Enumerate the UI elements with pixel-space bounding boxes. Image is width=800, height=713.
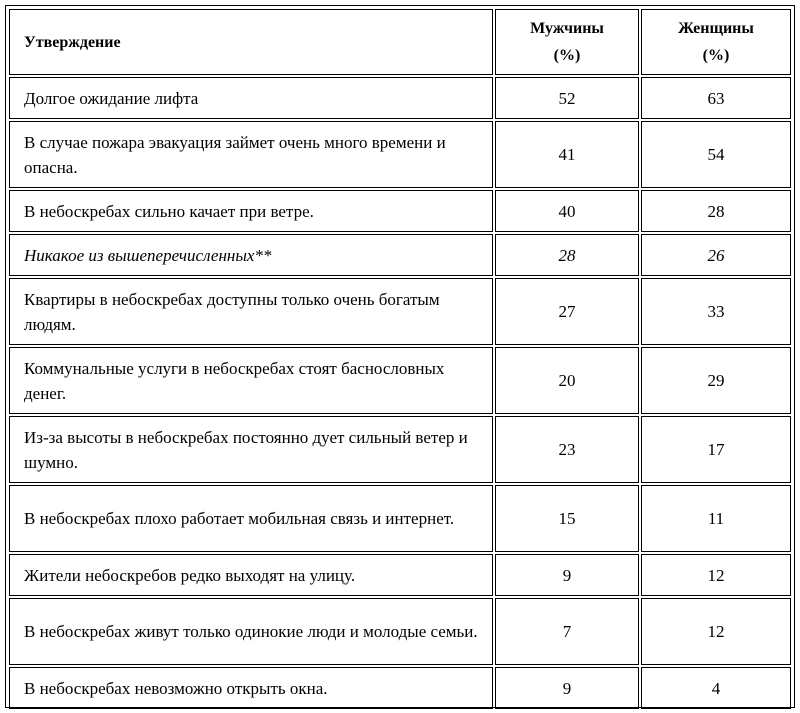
row-statement: В небоскребах живут только одинокие люди и молодые семьи.	[9, 598, 493, 665]
row-women-value: 63	[641, 77, 791, 119]
survey-table	[7, 7, 793, 711]
header-women-label: Женщины	[678, 20, 754, 37]
row-men-value: 9	[495, 554, 639, 596]
header-men	[495, 9, 639, 75]
row-statement: Долгое ожидание лифта	[9, 77, 493, 119]
row-women-value: 11	[641, 485, 791, 552]
row-men-value: 52	[495, 77, 639, 119]
row-statement: В случае пожара эвакуация займет очень много времени и опасна.	[9, 121, 493, 188]
table-header-row	[9, 9, 791, 75]
row-men-value: 41	[495, 121, 639, 188]
row-women-value: 54	[641, 121, 791, 188]
table-row	[9, 77, 791, 119]
header-women	[641, 9, 791, 75]
header-statement	[9, 9, 493, 75]
table-row	[9, 598, 791, 665]
row-statement: Жители небоскребов редко выходят на улицу.	[9, 554, 493, 596]
row-women-value: 12	[641, 598, 791, 665]
row-statement: Коммунальные услуги в небоскребах стоят баснословных денег.	[9, 347, 493, 414]
row-men-value: 15	[495, 485, 639, 552]
row-statement: В небоскребах невозможно открыть окна.	[9, 667, 493, 709]
row-men-value: 23	[495, 416, 639, 483]
header-men-label: Мужчины	[530, 20, 604, 37]
row-men-value: 27	[495, 278, 639, 345]
table-row	[9, 121, 791, 188]
row-women-value: 26	[641, 234, 791, 276]
table-row	[9, 278, 791, 345]
header-men-unit: (%)	[553, 47, 581, 64]
row-women-value: 29	[641, 347, 791, 414]
row-men-value: 9	[495, 667, 639, 709]
header-statement-label: Утверждение	[24, 33, 121, 51]
row-men-value: 20	[495, 347, 639, 414]
row-women-value: 28	[641, 190, 791, 232]
table-row	[9, 190, 791, 232]
row-statement: В небоскребах сильно качает при ветре.	[9, 190, 493, 232]
row-men-value: 28	[495, 234, 639, 276]
row-women-value: 4	[641, 667, 791, 709]
row-men-value: 7	[495, 598, 639, 665]
header-women-unit: (%)	[702, 47, 730, 64]
row-women-value: 33	[641, 278, 791, 345]
row-statement: Квартиры в небоскребах доступны только очень богатым людям.	[9, 278, 493, 345]
row-women-value: 17	[641, 416, 791, 483]
table-row	[9, 667, 791, 709]
row-statement: В небоскребах плохо работает мобильная связь и интернет.	[9, 485, 493, 552]
table-row	[9, 485, 791, 552]
table-row	[9, 416, 791, 483]
table-row	[9, 347, 791, 414]
table-row	[9, 554, 791, 596]
table-row	[9, 234, 791, 276]
row-statement: Из-за высоты в небоскребах постоянно дует сильный ветер и шумно.	[9, 416, 493, 483]
row-women-value: 12	[641, 554, 791, 596]
row-statement: Никакое из вышеперечисленных**	[9, 234, 493, 276]
row-men-value: 40	[495, 190, 639, 232]
